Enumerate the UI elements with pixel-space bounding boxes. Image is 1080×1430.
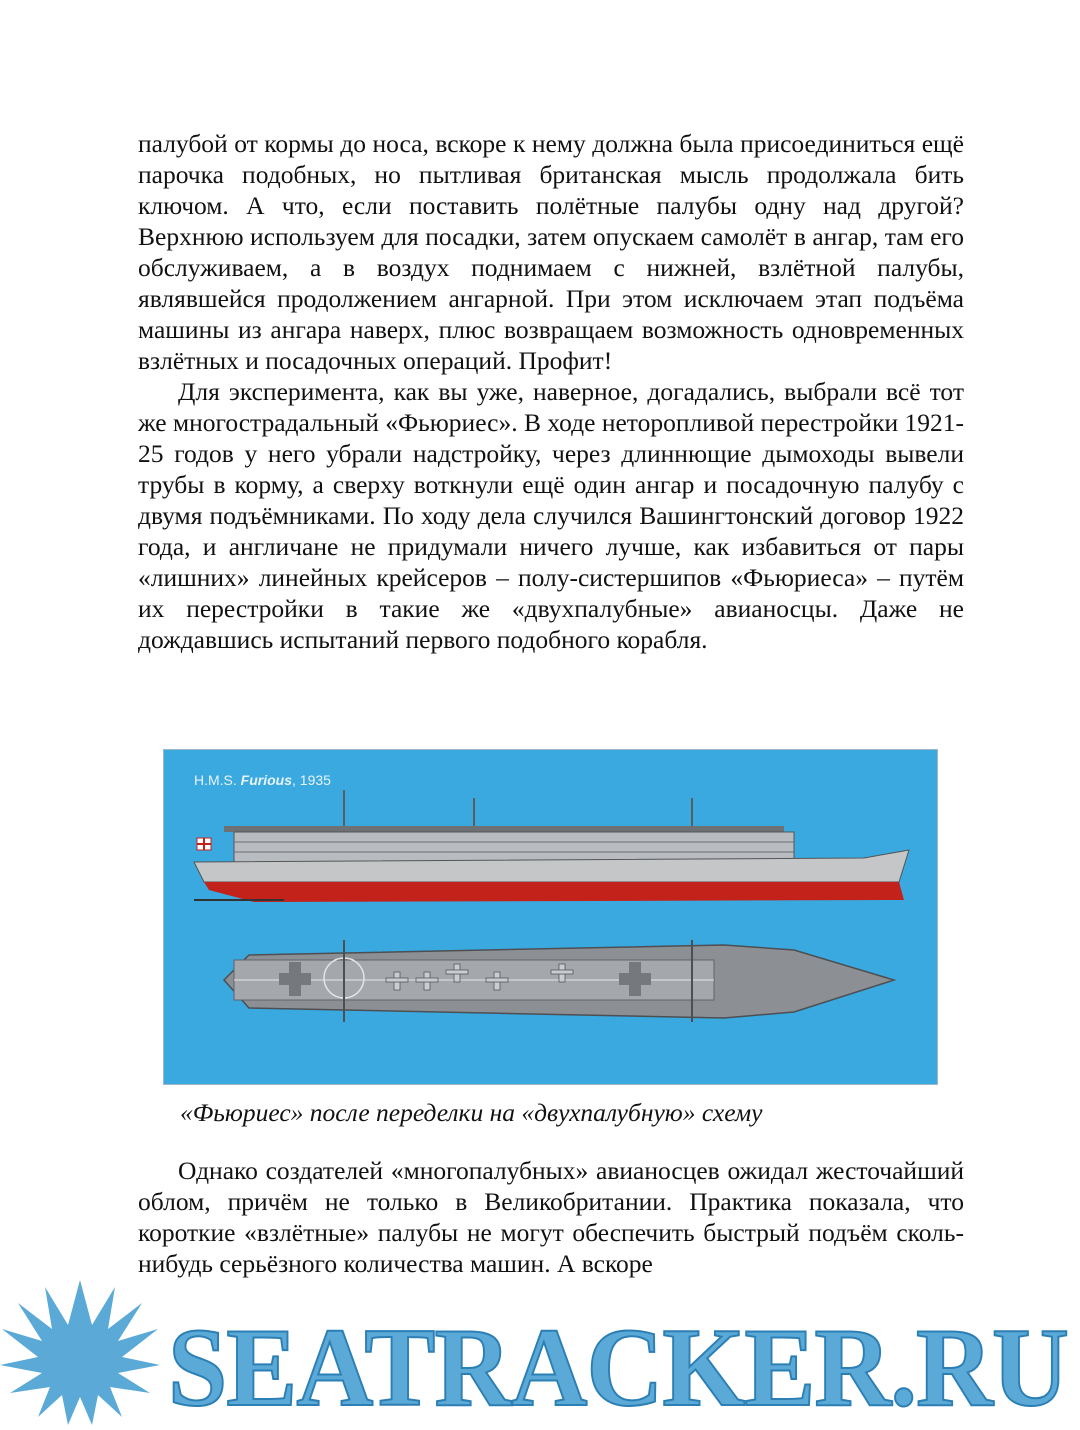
paragraph-2: Для эксперимента, как вы уже, наверное, догадались, выбрали всё тот же многострадальный «Фьюриес». В ходе неторопливой перестройки 1921-25 годов у него убрали надстройку, через длиннющие дымоходы вывели трубы в корму, а сверху воткнули ещё один ангар и посадочную палубу с двумя подъёмниками. По ходу дела случился Вашингтонский договор 1922 года, и англичане не придумали ничего лучше, как избавиться от пары «лишних» линейных крейсеров – полу-систершипов «Фьюриеса» – путём их перестройки в такие же «двухпалубные» авианосцы. Даже не дождавшись испытаний первого подобного корабля. — [138, 377, 964, 654]
paragraph-3: Однако создателей «многопалубных» авианосцев ожидал жесточайший облом, причём не только в Великобритании. Практика показала, что короткие «взлётные» палубы не могут обеспечить быстрый подъём сколь-нибудь серьёзного количества машин. А вскоре — [138, 1156, 964, 1278]
ship-illustration — [163, 749, 938, 1085]
sun-logo-icon — [0, 1280, 160, 1425]
paragraph-1: палубой от кормы до носа, вскоре к нему должна была присоединиться ещё парочка подобных, но пытливая британская мысль продолжала бить ключом. А что, если поставить полётные палубы одну над другой? Верхнюю используем для посадки, затем опускаем самолёт в ангар, там его обслуживаем, а в воздух поднимаем с нижней, взлётной палубы, являвшейся продолжением ангарной. При этом исключаем этап подъёма машины из ангара наверх, плюс возвращаем возможность одновременных взлётных и посадочных операций. Профит! — [138, 129, 964, 375]
watermark — [0, 1265, 1080, 1425]
article-body — [138, 128, 964, 655]
figure-caption: «Фьюриес» после переделки на «двухпалубную» схему — [180, 1098, 763, 1127]
watermark-text: SEATRACKER.RU — [168, 1306, 1068, 1425]
figure-label: H.M.S. Furious, 1935 — [194, 772, 331, 788]
article-body-continued — [138, 1155, 964, 1279]
